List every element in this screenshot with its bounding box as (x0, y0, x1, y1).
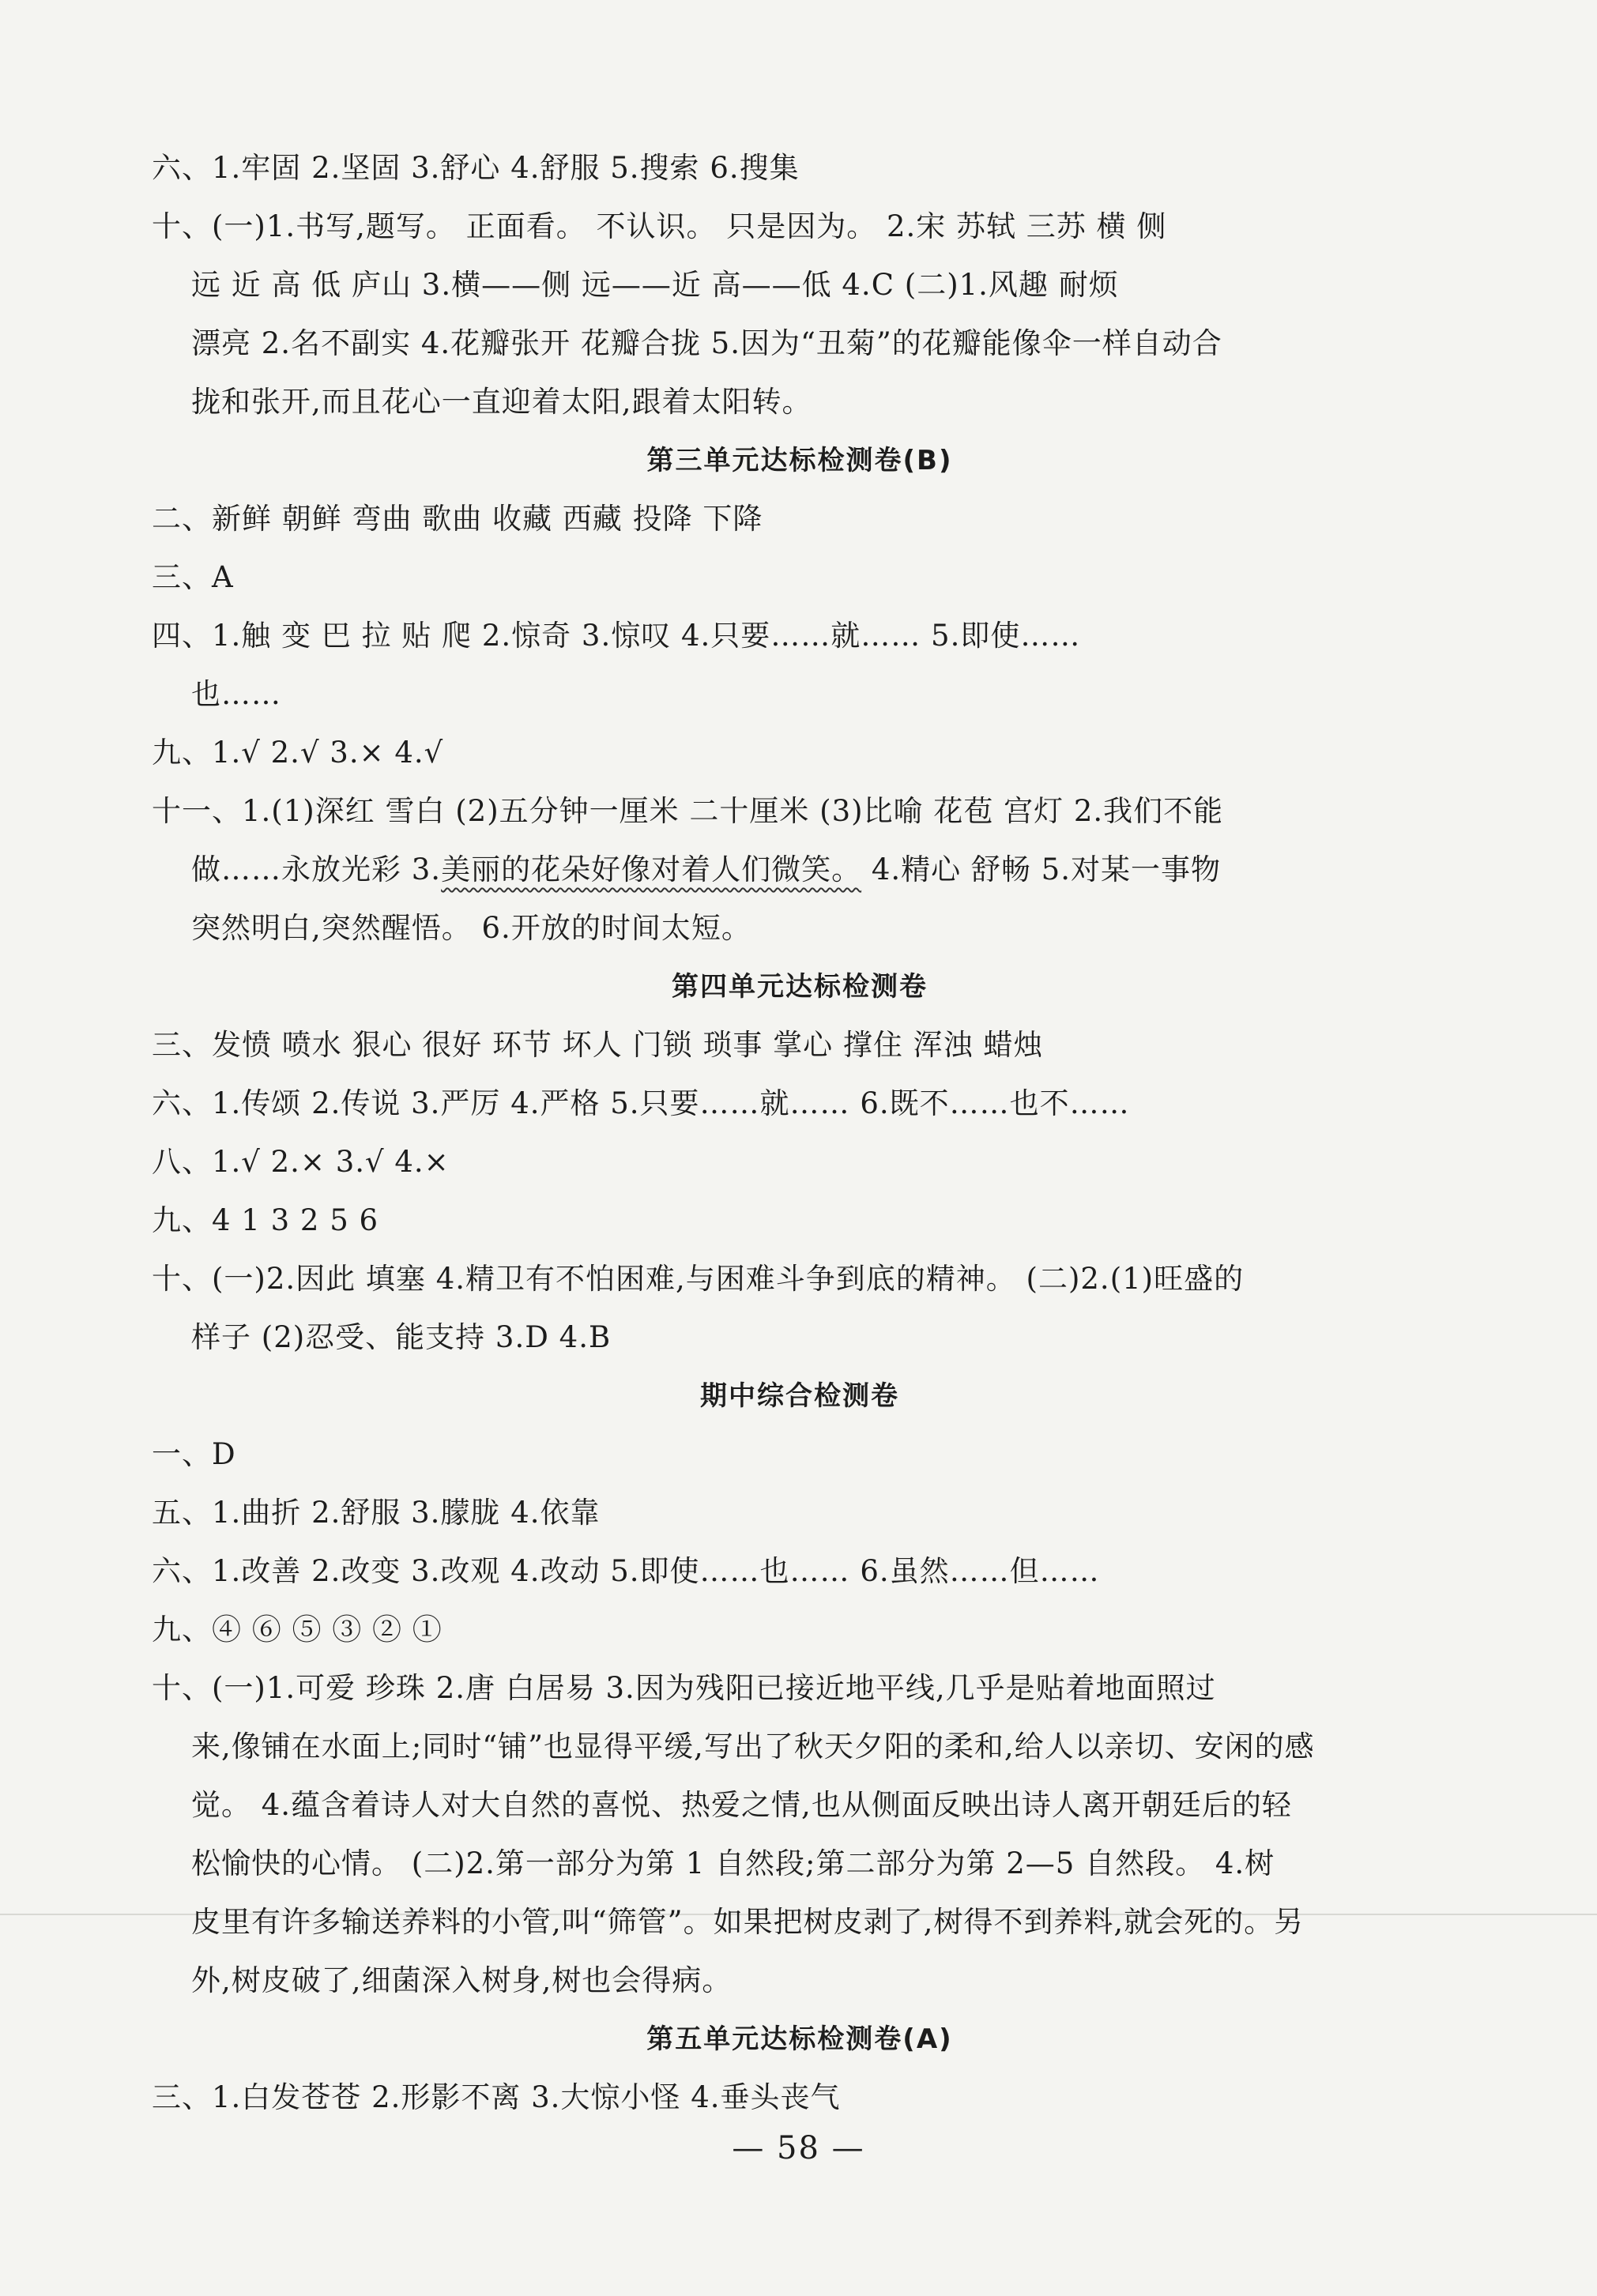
answer-line: 松愉快的心情。 (二)2.第一部分为第 1 自然段;第二部分为第 2—5 自然段。 4.树 (191, 1846, 1275, 1880)
answer-line: 八、1.√ 2.× 3.√ 4.× (152, 1145, 450, 1179)
answer-line: 皮里有许多输送养料的小管,叫“筛管”。如果把树皮剥了,树得不到养料,就会死的。另 (191, 1905, 1305, 1939)
answer-line: 一、D (152, 1437, 236, 1471)
answer-line: 外,树皮破了,细菌深入树身,树也会得病。 (191, 1963, 733, 1997)
answer-line: 三、发愤 喷水 狠心 很好 环节 坏人 门锁 琐事 掌心 撑住 浑浊 蜡烛 (152, 1028, 1044, 1062)
answer-line: 九、1.√ 2.√ 3.× 4.√ (152, 736, 444, 770)
answer-line: 十一、1.(1)深红 雪白 (2)五分钟一厘米 二十厘米 (3)比喻 花苞 宫灯 2.我们不能 (152, 794, 1224, 828)
answer-line: 十、(一)1.书写,题写。 正面看。 不认识。 只是因为。 2.宋 苏轼 三苏 横 侧 (152, 209, 1167, 243)
answer-line: 四、1.触 变 巴 拉 贴 爬 2.惊奇 3.惊叹 4.只要……就…… 5.即使…… (152, 619, 1081, 653)
answer-line: 觉。 4.蕴含着诗人对大自然的喜悦、热爱之情,也从侧面反映出诗人离开朝廷后的轻 (191, 1788, 1292, 1822)
section-heading-unit4: 第四单元达标检测卷 (672, 971, 928, 1003)
page-number: — 58 — (732, 2130, 865, 2166)
section-heading-unit5a: 第五单元达标检测卷(A) (646, 2023, 953, 2055)
section-heading-unit3b: 第三单元达标检测卷(B) (646, 445, 953, 476)
answer-line (152, 841, 1448, 899)
answer-line: 突然明白,突然醒悟。 6.开放的时间太短。 (191, 911, 751, 945)
answer-line: 十、(一)1.可爱 珍珠 2.唐 白居易 3.因为残阳已接近地平线,几乎是贴着地面照过 (152, 1671, 1216, 1705)
answer-line: 样子 (2)忍受、能支持 3.D 4.B (191, 1320, 612, 1354)
answer-line: 十、(一)2.因此 填塞 4.精卫有不怕困难,与困难斗争到底的精神。 (二)2.(1)旺盛的 (152, 1262, 1245, 1296)
answer-line: 六、1.传颂 2.传说 3.严厉 4.严格 5.只要……就…… 6.既不……也不…… (152, 1086, 1130, 1120)
answer-line: 来,像铺在水面上;同时“铺”也显得平缓,写出了秋天夕阳的柔和,给人以亲切、安闲的感 (191, 1730, 1315, 1763)
answer-line: 五、1.曲折 2.舒服 3.朦胧 4.依靠 (152, 1496, 601, 1530)
answer-content (152, 139, 1448, 2127)
answer-line: 拢和张开,而且花心一直迎着太阳,跟着太阳转。 (191, 385, 812, 419)
section-heading-midterm: 期中综合检测卷 (700, 1380, 899, 1412)
answer-line: 远 近 高 低 庐山 3.横——侧 远——近 高——低 4.C (二)1.风趣 耐烦 (191, 268, 1119, 302)
answer-line: 三、1.白发苍苍 2.形影不离 3.大惊小怪 4.垂头丧气 (152, 2080, 841, 2114)
answer-line: 也…… (191, 677, 281, 711)
answer-line: 漂亮 2.名不副实 4.花瓣张开 花瓣合拢 5.因为“丑菊”的花瓣能像伞一样自动合 (191, 326, 1222, 360)
answer-line: 九、④ ⑥ ⑤ ③ ② ① (152, 1613, 443, 1647)
answer-line: 六、1.改善 2.改变 3.改观 4.改动 5.即使……也…… 6.虽然……但…… (152, 1554, 1100, 1588)
answer-line: 六、1.牢固 2.坚固 3.舒心 4.舒服 5.搜索 6.搜集 (152, 151, 800, 185)
answer-line: 九、4 1 3 2 5 6 (152, 1203, 379, 1237)
wavy-underlined-answer: 美丽的花朵好像对着人们微笑。 (441, 853, 862, 886)
answer-line: 二、新鲜 朝鲜 弯曲 歌曲 收藏 西藏 投降 下降 (152, 502, 763, 536)
answer-text: 4.精心 舒畅 5.对某一事物 (861, 853, 1221, 886)
answer-text: 做……永放光彩 3. (191, 853, 442, 886)
answer-line: 三、A (152, 560, 234, 594)
